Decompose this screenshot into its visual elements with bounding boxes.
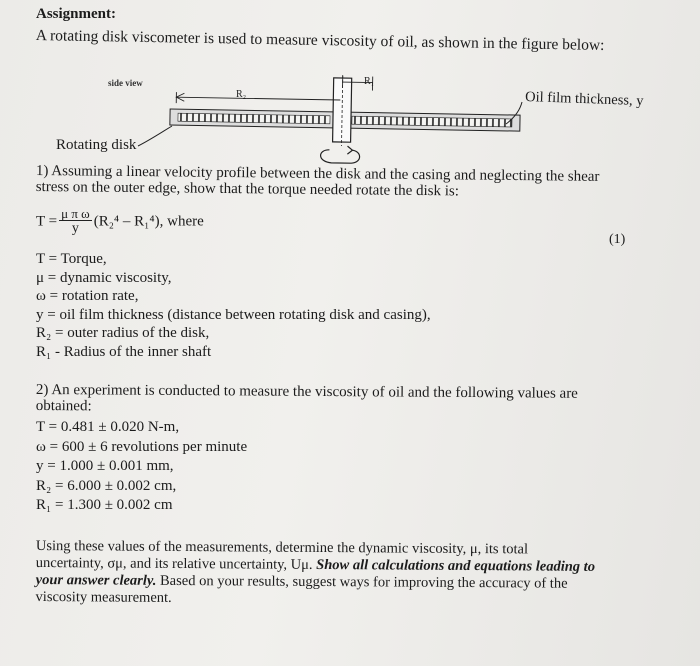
definition-item: ω = rotation rate, [36,288,139,304]
intro-text: A rotating disk viscometer is used to measure viscosity of oil, as shown in the figure below: [35,27,605,54]
final-line3-emphasis: your answer clearly. [35,571,157,589]
question-2-text [36,382,578,418]
final-line2-emphasis: Show all calculations and equations leading to [316,556,596,575]
viscometer-figure [0,0,700,170]
definition-item: y = oil film thickness (distance between rotating disk and casing), [36,306,431,323]
formula-fraction [59,207,92,237]
measured-value: ω = 600 ± 6 revolutions per minute [36,438,248,455]
measured-value: y = 1.000 ± 0.001 mm, [36,458,174,474]
measured-value: T = 0.481 ± 0.020 N-m, [36,419,180,435]
torque-formula [36,207,204,237]
definition-item: R₁ - Radius of the inner shaft [36,343,212,360]
definition-item: R₂ = outer radius of the disk, [36,325,210,341]
measured-value: R₂ = 6.000 ± 0.002 cm, [36,477,177,494]
question-1-line1: 1) Assuming a linear velocity profile between the disk and the casing and neglecting the shear [35,163,600,185]
definition-item: μ = dynamic viscosity, [36,269,172,286]
formula-numerator: μ π ω [61,206,90,221]
oil-film-label: Oil film thickness, y [524,89,644,110]
side-view-label: side view [108,78,143,88]
measured-values-list [36,418,247,516]
rotating-disk-label: Rotating disk [56,137,137,153]
r2-label: R₂ [236,89,247,100]
r1-label: R₁ [364,76,375,87]
casing [169,72,520,166]
measured-value: R₁ = 1.300 ± 0.002 cm [36,497,173,513]
equation-number: (1) [609,232,626,247]
definition-item: T = Torque, [36,251,107,267]
final-line2-plain: uncertainty, σμ, and its relative uncertainty, Uμ. [35,554,317,573]
question-1-text [36,163,600,201]
assignment-title: Assignment: [36,6,117,22]
question-2-line1: 2) An experiment is conducted to measure the viscosity of oil and the following values are [35,382,578,402]
final-line1: Using these values of the measurements, determine the dynamic viscosity, μ, its total [35,538,529,558]
question-1-line2: stress on the outer edge, show that the torque needed rotate the disk is: [35,178,460,200]
final-line4: viscosity measurement. [35,588,172,606]
question-2-line2: obtained: [35,397,92,415]
formula-denominator: y [71,221,79,236]
definitions-list [36,250,431,361]
rotation-arrow-icon [320,150,359,164]
final-line3-plain: Based on your results, suggest ways for improving the accuracy of the [156,572,568,592]
formula-rhs: (R₂⁴ – R₁⁴), where [93,213,204,230]
formula-lhs: T = [36,213,58,230]
final-instructions [36,538,596,610]
